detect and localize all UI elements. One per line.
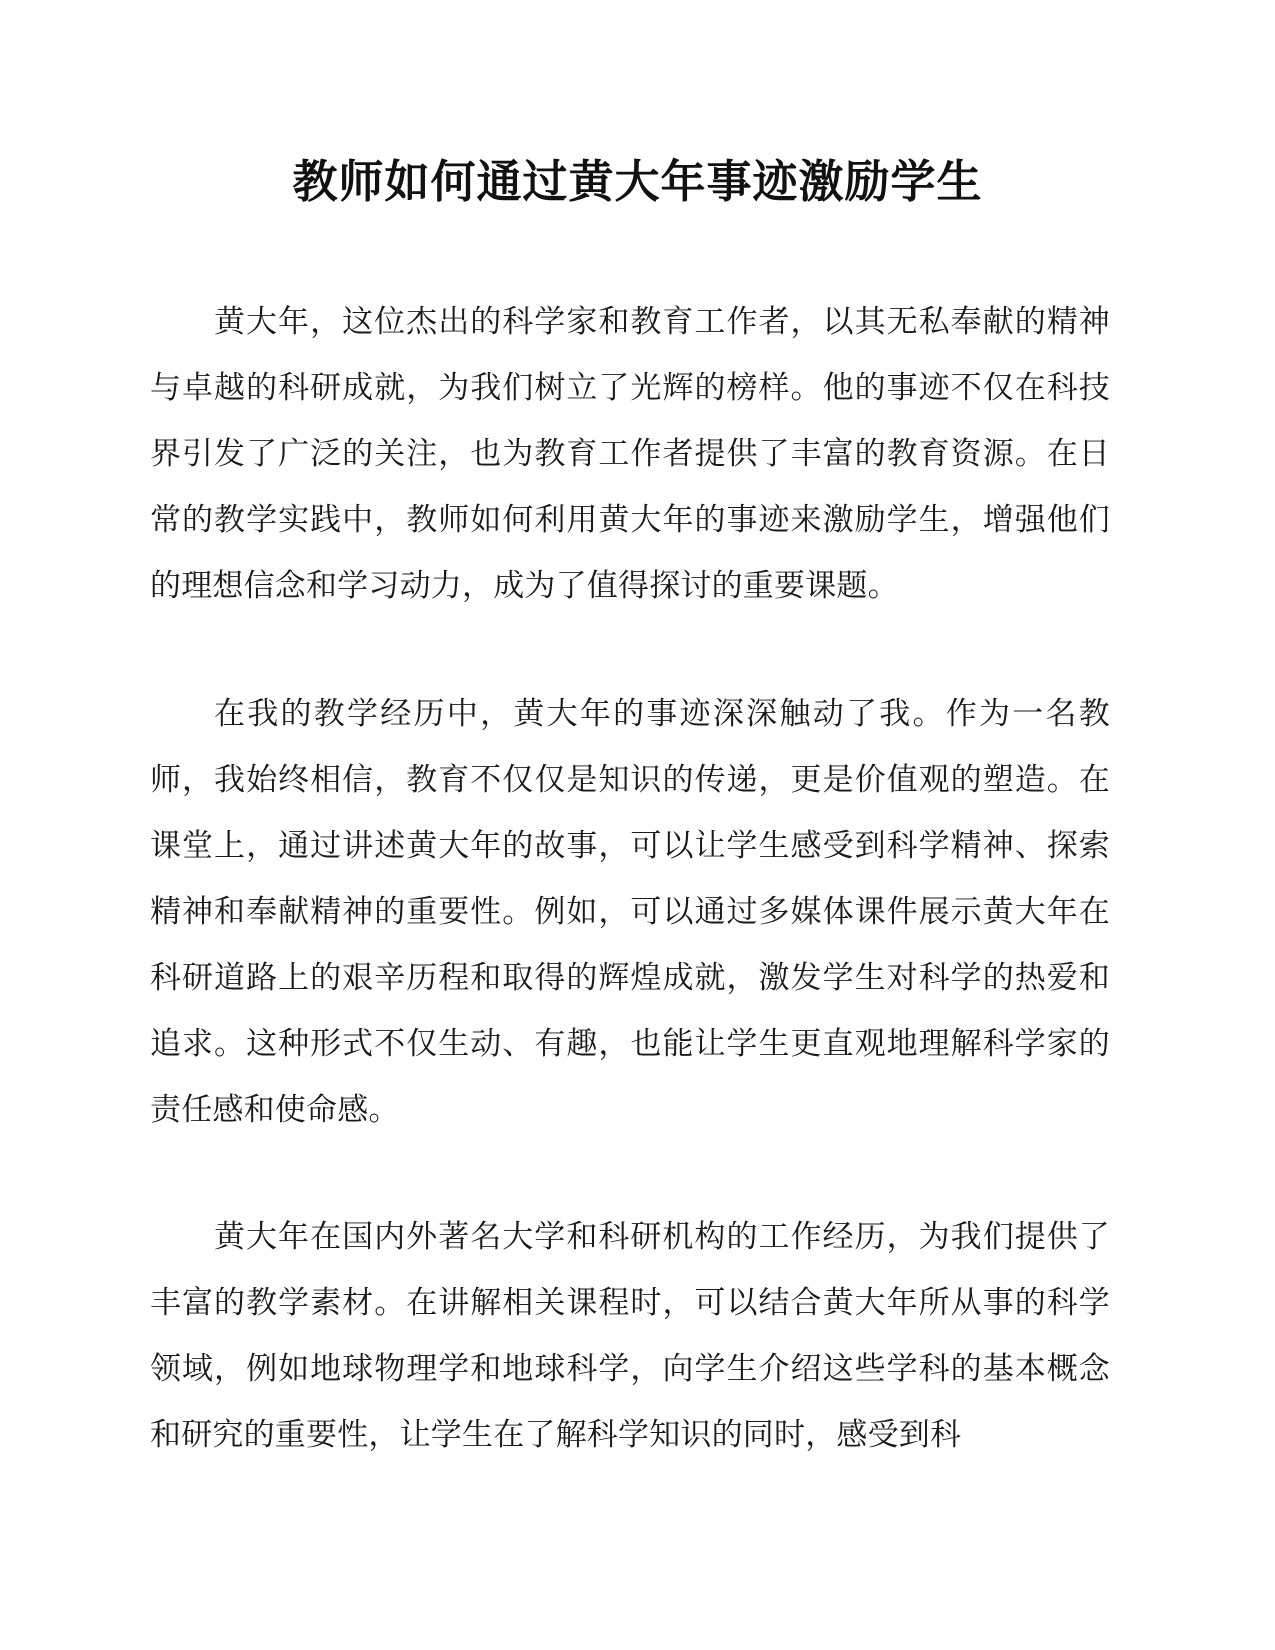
paragraph-2: 在我的教学经历中，黄大年的事迹深深触动了我。作为一名教师，我始终相信，教育不仅仅是知识的传递，更是价值观的塑造。在课堂上，通过讲述黄大年的故事，可以让学生感受到科学精神、探索精神和奉献精神的重要性。例如，可以通过多媒体课件展示黄大年在科研道路上的艰辛历程和取得的辉煌成就，激发学生对科学的热爱和追求。这种形式不仅生动、有趣，也能让学生更直观地理解科学家的责任感和使命感。 xyxy=(150,696,1110,1128)
paragraph-3: 黄大年在国内外著名大学和科研机构的工作经历，为我们提供了丰富的教学素材。在讲解相关课程时，可以结合黄大年所从事的科学领域，例如地球物理学和地球科学，向学生介绍这些学科的基本概念和研究的重要性，让学生在了解科学知识的同时，感受到科 xyxy=(150,1219,1110,1453)
document-title: 教师如何通过黄大年事迹激励学生 xyxy=(292,155,983,208)
paragraph-1: 黄大年，这位杰出的科学家和教育工作者，以其无私奉献的精神与卓越的科研成就，为我们树立了光辉的榜样。他的事迹不仅在科技界引发了广泛的关注，也为教育工作者提供了丰富的教育资源。在日常的教学实践中，教师如何利用黄大年的事迹来激励学生，增强他们的理想信念和学习动力，成为了值得探讨的重要课题。 xyxy=(150,304,1110,604)
